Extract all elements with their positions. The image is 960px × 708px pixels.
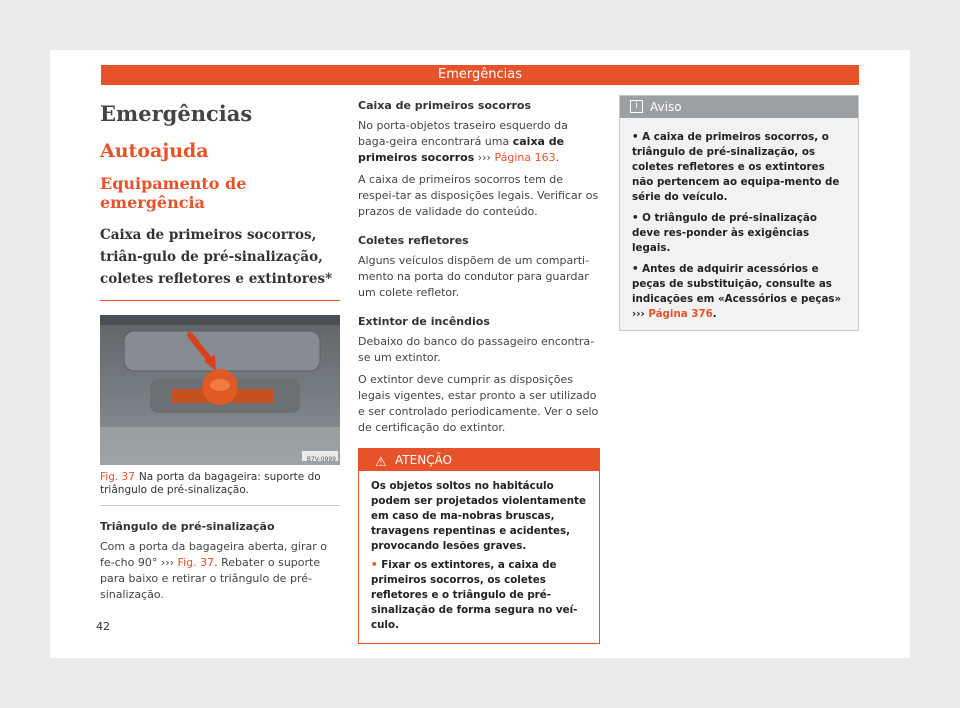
warning-bullet xyxy=(371,558,587,633)
manual-page xyxy=(50,50,910,658)
page-link-376[interactable]: Página 376 xyxy=(644,308,713,320)
warning-triangle-icon: ⚠ xyxy=(375,455,387,470)
firstaid-text xyxy=(358,118,600,166)
warning-header xyxy=(359,449,599,471)
note-bullet-3-end: . xyxy=(712,308,717,320)
firstaid-text-b: . xyxy=(555,151,560,164)
column-middle xyxy=(358,95,600,644)
warning-bullet-text: Fixar os extintores, a caixa de primeiros socorros, os coletes refletores e o triângulo de pré-sinalização de forma segura no veí-culo. xyxy=(371,559,578,631)
figure-trunk-door xyxy=(100,315,340,465)
topic-title: Caixa de primeiros socorros, triân-gulo de pré-sinalização, coletes refletores e extintores* xyxy=(100,224,340,301)
triangle-text-a: Com a porta da bagageira aberta, girar o fe-cho 90° xyxy=(100,540,327,569)
chapter-title: Emergências xyxy=(100,101,253,126)
extinguisher-heading: Extintor de incêndios xyxy=(358,315,490,328)
note-title: Aviso xyxy=(650,100,682,114)
trunk-door-illustration xyxy=(100,315,340,465)
triangle-text-b: . Rebater o suporte para baixo e retirar o triângulo de pré-sinalização. xyxy=(100,556,321,601)
firstaid-paragraph-2: A caixa de primeiros socorros tem de respei-tar as disposições legais. Verificar os prazos de validade do conteúdo. xyxy=(358,173,599,218)
warning-body xyxy=(359,471,599,643)
figure-code: B7V-0999 xyxy=(306,456,336,463)
note-bullet-2: • O triângulo de pré-sinalização deve res-ponder às exigências legais. xyxy=(632,212,817,254)
section-title: Autoajuda xyxy=(100,140,209,162)
reference-arrows: ››› xyxy=(474,151,491,164)
warning-intro: Os objetos soltos no habitáculo podem ser projetados violentamente em caso de ma-nobras bruscas, travagens repentinas e acidentes, provocando lesões graves. xyxy=(371,480,586,552)
note-bullet-1: • A caixa de primeiros socorros, o triângulo de pré-sinalização, os coletes refletores e os extintores não pertencem ao equipa-mento de série do veículo. xyxy=(632,131,840,203)
note-header xyxy=(620,96,858,118)
page-link-163[interactable]: Página 163 xyxy=(490,151,556,164)
vests-heading: Coletes refletores xyxy=(358,234,469,247)
firstaid-bold: caixa de primeiros socorros xyxy=(358,135,565,164)
column-right xyxy=(619,95,859,331)
note-bullet-2-text: O triângulo de pré-sinalização deve res-ponder às exigências legais. xyxy=(632,212,817,254)
note-box xyxy=(619,95,859,331)
triangle-text xyxy=(100,539,340,603)
note-bullet-1-text: A caixa de primeiros socorros, o triângulo de pré-sinalização, os coletes refletores e os extintores não pertencem ao equipa-mento de série do veículo. xyxy=(632,131,840,203)
extinguisher-paragraph-2: O extintor deve cumprir as disposições legais vigentes, estar pronto a ser utilizado e ser controlado periodicamente. Ver o selo de certificação do extintor. xyxy=(358,373,599,434)
column-left xyxy=(100,95,340,603)
extinguisher-paragraph-1: Debaixo do banco do passageiro encontra-se um extintor. xyxy=(358,335,595,364)
warning-box xyxy=(358,448,600,644)
triangle-heading: Triângulo de pré-sinalização xyxy=(100,520,275,533)
vests-text: Alguns veículos dispõem de um comparti-mento na porta do condutor para guardar um colete refletor. xyxy=(358,254,590,299)
note-body xyxy=(620,118,858,330)
subsection-title: Equipamento de emergência xyxy=(100,174,247,212)
firstaid-heading: Caixa de primeiros socorros xyxy=(358,99,532,112)
note-bullet-3-text: Antes de adquirir acessórios e peças de substituição, consulte as indicações em «Acessórios e peças» ››› xyxy=(632,263,842,320)
page-number: 42 xyxy=(96,620,110,633)
note-bullet-3: • Antes de adquirir acessórios e peças de substituição, consulte as indicações em «Acessórios e peças» ››› Página 376. xyxy=(632,263,842,320)
figure-caption-text: Na porta da bagageira: suporte do triângulo de pré-sinalização. xyxy=(100,471,321,496)
section-header: Emergências xyxy=(101,65,859,85)
figure-caption xyxy=(100,471,340,506)
warning-title: ATENÇÃO xyxy=(395,453,452,467)
firstaid-text-a: No porta-objetos traseiro esquerdo da baga-geira encontrará uma xyxy=(358,119,568,148)
reference-arrows: ››› xyxy=(160,556,175,569)
figure-link[interactable]: Fig. 37 xyxy=(174,556,215,569)
figure-number: Fig. 37 xyxy=(100,471,135,483)
info-icon: i xyxy=(630,100,643,113)
bullet-icon: • xyxy=(371,559,378,571)
